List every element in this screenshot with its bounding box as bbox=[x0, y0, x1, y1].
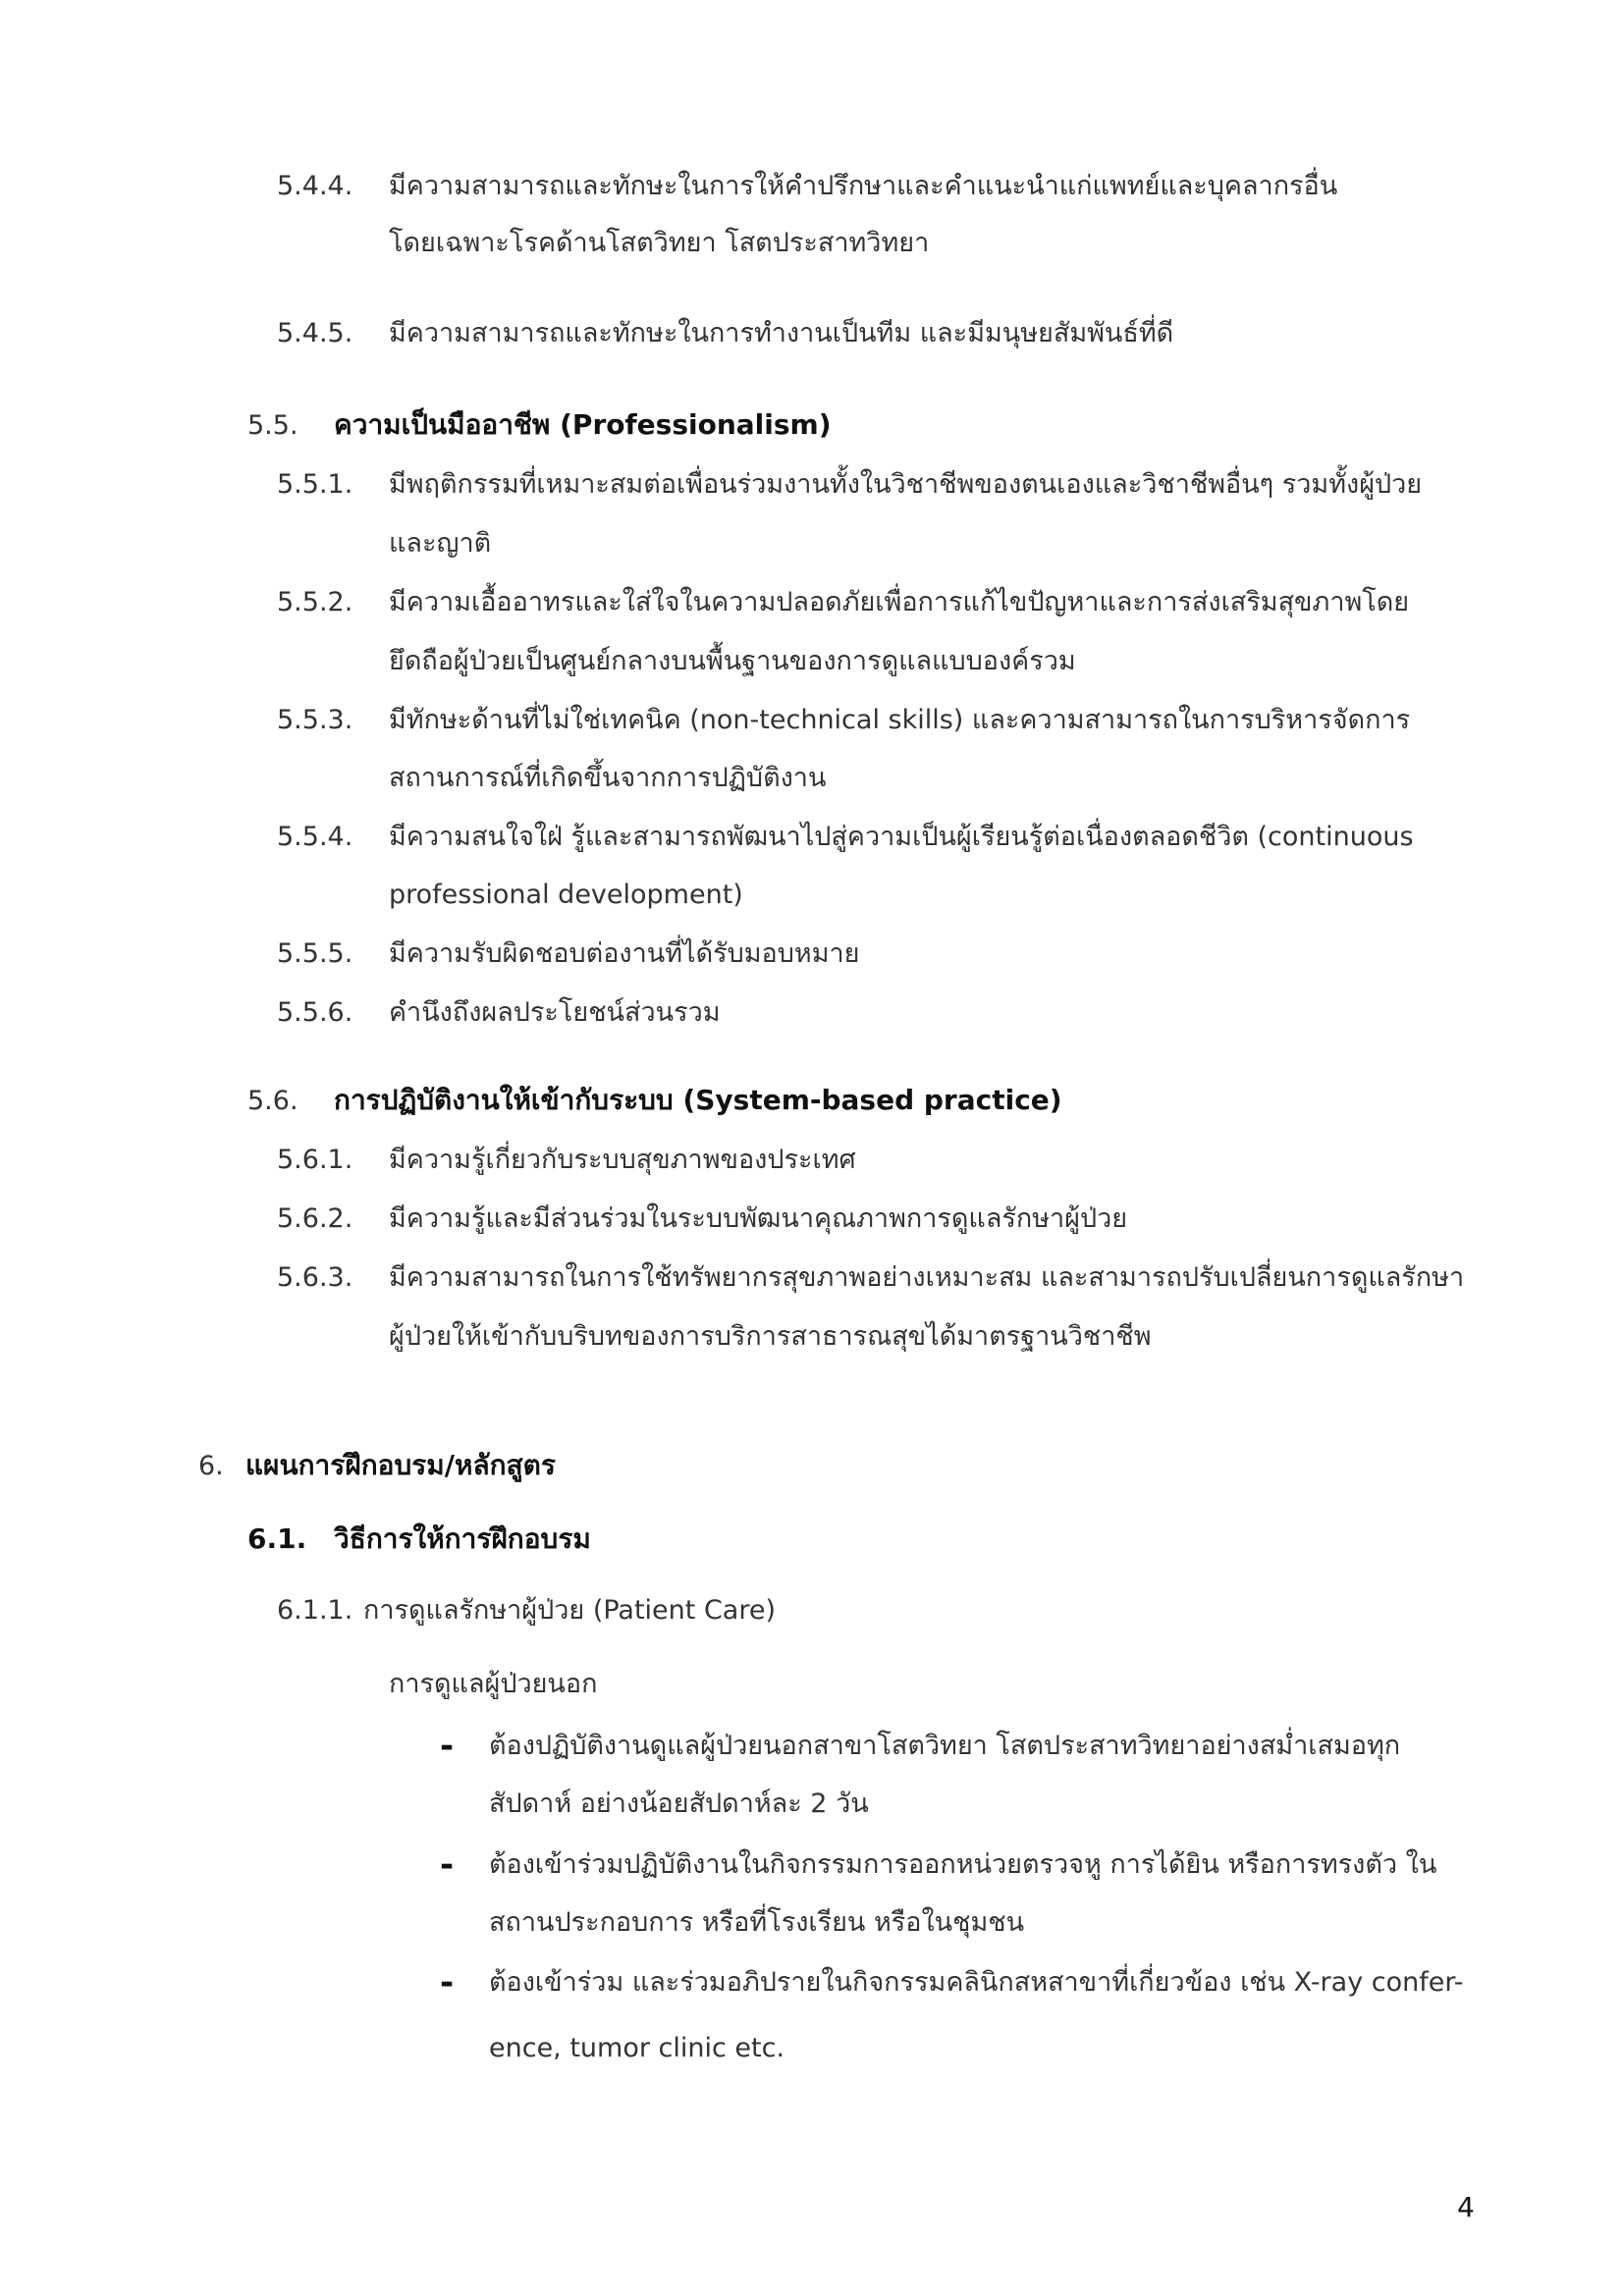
item-text: มีความสามารถและทักษะในการให้คำปรึกษาและคำแนะนำแก่แพทย์และบุคลากรอื่น bbox=[389, 171, 1338, 201]
item-number: 5.6.1. bbox=[277, 1145, 353, 1175]
chapter-number: 6. bbox=[198, 1451, 224, 1481]
subsection-subheading: การดูแลผู้ป่วยนอก bbox=[389, 1669, 598, 1699]
dash-bullet: - bbox=[440, 1845, 455, 1885]
item-number: 5.5.1. bbox=[277, 469, 353, 500]
item-text: มีความสามารถในการใช้ทรัพยากรสุขภาพอย่างเหมาะสม และสามารถปรับเปลี่ยนการดูแลรักษา bbox=[389, 1262, 1465, 1293]
dash-bullet: - bbox=[440, 1963, 455, 2002]
item-text-continued: โดยเฉพาะโรคด้านโสตวิทยา โสตประสาทวิทยา bbox=[389, 228, 930, 258]
item-text: มีทักษะด้านที่ไม่ใช่เทคนิค (non-technical skills) และความสามารถในการบริหารจัดการ bbox=[389, 705, 1411, 735]
item-text: มีความรู้และมีส่วนร่วมในระบบพัฒนาคุณภาพการดูแลรักษาผู้ป่วย bbox=[389, 1203, 1128, 1234]
bullet-text-continued: สัปดาห์ อย่างน้อยสัปดาห์ละ 2 วัน bbox=[489, 1789, 869, 1819]
item-text-continued: และญาติ bbox=[389, 528, 492, 559]
item-number: 5.5.2. bbox=[277, 587, 353, 617]
section-number: 5.5. bbox=[247, 410, 298, 441]
page-number: 4 bbox=[1457, 2191, 1475, 2223]
item-text: มีพฤติกรรมที่เหมาะสมต่อเพื่อนร่วมงานทั้งในวิชาชีพของตนเองและวิชาชีพอื่นๆ รวมทั้งผู้ป่วย bbox=[389, 469, 1423, 500]
item-number: 5.4.4. bbox=[277, 171, 353, 201]
dash-bullet: - bbox=[440, 1727, 455, 1766]
bullet-text: ต้องปฏิบัติงานดูแลผู้ป่วยนอกสาขาโสตวิทยา โสตประสาทวิทยาอย่างสม่ำเสมอทุก bbox=[489, 1731, 1401, 1761]
section-number: 5.6. bbox=[247, 1086, 298, 1116]
item-text: คำนึงถึงผลประโยชน์ส่วนรวม bbox=[389, 997, 721, 1028]
section-heading: การปฏิบัติงานให้เข้ากับระบบ (System-based practice) bbox=[334, 1084, 1062, 1116]
item-text-continued: ยึดถือผู้ป่วยเป็นศูนย์กลางบนพื้นฐานของการดูแลแบบองค์รวม bbox=[389, 646, 1076, 676]
item-text: มีความเอื้ออาทรและใส่ใจในความปลอดภัยเพื่อการแก้ไขปัญหาและการส่งเสริมสุขภาพโดย bbox=[389, 587, 1410, 617]
section-number: 6.1. bbox=[247, 1522, 307, 1555]
bullet-text-continued: สถานประกอบการ หรือที่โรงเรียน หรือในชุมชน bbox=[489, 1907, 1025, 1938]
item-text-continued: ผู้ป่วยให้เข้ากับบริบทของการบริการสาธารณสุขได้มาตรฐานวิชาชีพ bbox=[389, 1321, 1152, 1352]
item-number: 5.4.5. bbox=[277, 318, 353, 348]
item-text: มีความสนใจใฝ่ รู้และสามารถพัฒนาไปสู่ความเป็นผู้เรียนรู้ต่อเนื่องตลอดชีวิต (continuous bbox=[389, 822, 1414, 852]
item-text-continued: professional development) bbox=[389, 880, 743, 910]
item-number: 6.1.1. bbox=[277, 1595, 353, 1626]
section-heading: ความเป็นมืออาชีพ (Professionalism) bbox=[334, 408, 832, 441]
chapter-heading: แผนการฝึกอบรม/หลักสูตร bbox=[245, 1449, 556, 1481]
item-text: มีความสามารถและทักษะในการทำงานเป็นทีม และมีมนุษยสัมพันธ์ที่ดี bbox=[389, 318, 1174, 348]
bullet-text: ต้องเข้าร่วมปฏิบัติงานในกิจกรรมการออกหน่วยตรวจหู การได้ยิน หรือการทรงตัว ใน bbox=[489, 1849, 1437, 1880]
item-text: มีความรู้เกี่ยวกับระบบสุขภาพของประเทศ bbox=[389, 1145, 856, 1175]
item-number: 5.6.3. bbox=[277, 1262, 353, 1293]
bullet-text: ต้องเข้าร่วม และร่วมอภิปรายในกิจกรรมคลินิกสหสาขาที่เกี่ยวข้อง เช่น X-ray confer- bbox=[489, 1967, 1464, 1998]
item-number: 5.5.3. bbox=[277, 705, 353, 735]
item-text: มีความรับผิดชอบต่องานที่ได้รับมอบหมาย bbox=[389, 938, 860, 969]
item-number: 5.6.2. bbox=[277, 1203, 353, 1234]
item-number: 5.5.4. bbox=[277, 822, 353, 852]
bullet-text-continued: ence, tumor clinic etc. bbox=[489, 2033, 785, 2063]
item-number: 5.5.6. bbox=[277, 997, 353, 1028]
subsection-heading: การดูแลรักษาผู้ป่วย (Patient Care) bbox=[363, 1595, 777, 1626]
section-heading: วิธีการให้การฝึกอบรม bbox=[334, 1522, 591, 1555]
item-number: 5.5.5. bbox=[277, 938, 353, 969]
item-text-continued: สถานการณ์ที่เกิดขึ้นจากการปฏิบัติงาน bbox=[389, 763, 827, 793]
